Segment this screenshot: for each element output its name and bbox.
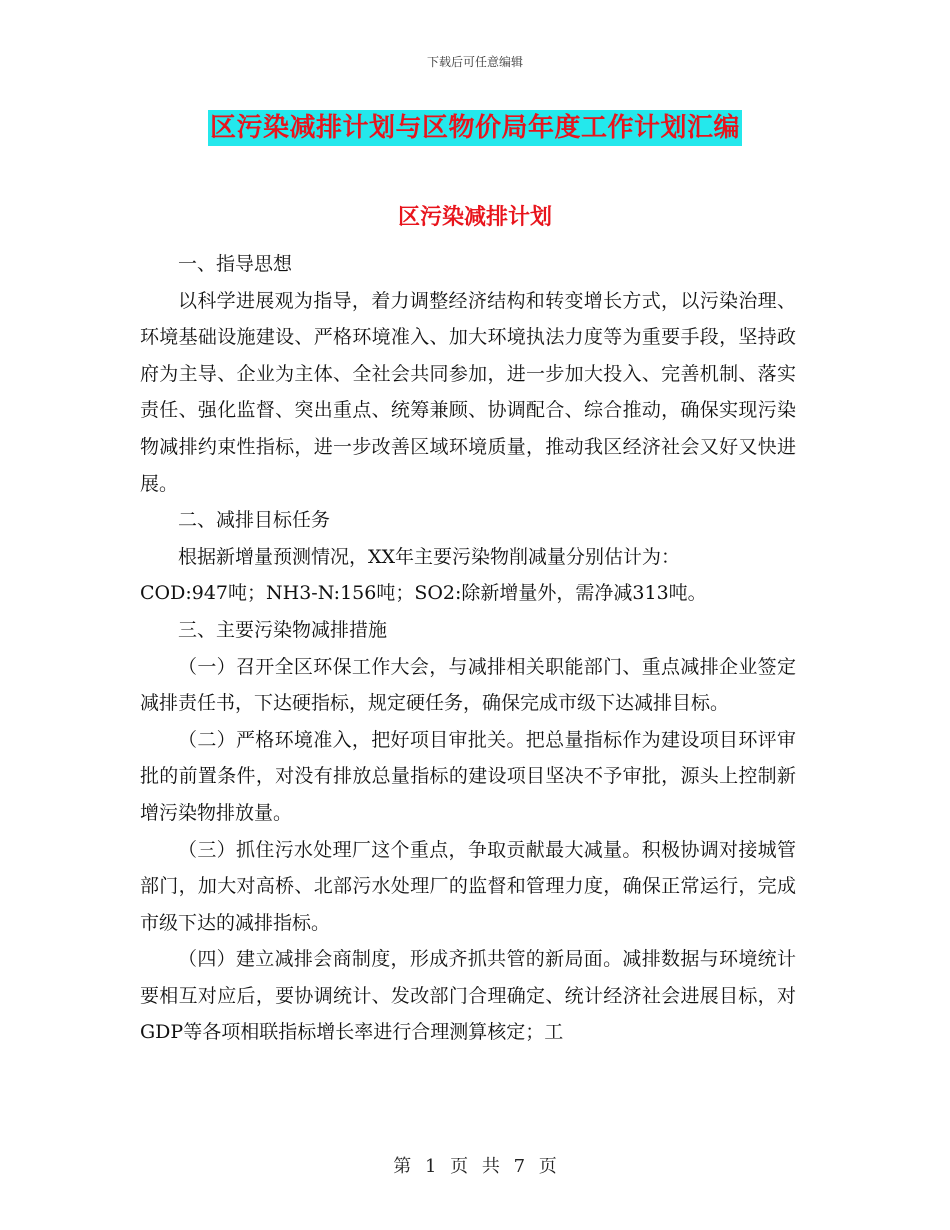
heading-measures: 三、主要污染物减排措施	[178, 618, 388, 641]
page-footer	[0, 1152, 950, 1178]
footer-ye: 页	[450, 1156, 469, 1177]
header-note: 下载后可任意编辑	[426, 55, 523, 69]
document-body	[140, 246, 796, 1051]
paragraph: （一）召开全区环保工作大会，与减排相关职能部门、重点减排企业签定减排责任书，下达硬指标，规定硬任务，确保完成市级下达减排目标。	[140, 655, 796, 715]
footer-di: 第	[393, 1156, 412, 1177]
document-title-wrap	[0, 110, 950, 146]
paragraph: （三）抓住污水处理厂这个重点，争取贡献最大减量。积极协调对接城管部门，加大对高桥、北部污水处理厂的监督和管理力度，确保正常运行，完成市级下达的减排指标。	[140, 838, 796, 934]
document-title: 区污染减排计划与区物价局年度工作计划汇编	[208, 110, 742, 146]
footer-total-pages: 7	[513, 1156, 526, 1177]
heading-targets: 二、减排目标任务	[178, 509, 331, 532]
paragraph: （二）严格环境准入，把好项目审批关。把总量指标作为建设项目环评审批的前置条件，对没有排放总量指标的建设项目坚决不予审批，源头上控制新增污染物排放量。	[140, 728, 796, 824]
paragraph: COD:947吨；NH3-N:156吨；SO2:除新增量外，需净减313吨。	[140, 582, 707, 605]
footer-page-number: 1	[424, 1156, 437, 1177]
footer-ye-2: 页	[538, 1156, 557, 1177]
paragraph: 以科学进展观为指导，着力调整经济结构和转变增长方式，以污染治理、环境基础设施建设、严格环境准入、加大环境执法力度等为重要手段，坚持政府为主导、企业为主体、全社会共同参加，进一步加大投入、完善机制、落实责任、强化监督、突出重点、统筹兼顾、协调配合、综合推动，确保实现污染物减排约束性指标，进一步改善区域环境质量，推动我区经济社会又好又快进展。	[140, 289, 796, 495]
heading-guiding-ideology: 一、指导思想	[178, 253, 293, 275]
footer-gong: 共	[481, 1156, 500, 1177]
paragraph: 根据新增量预测情况，XX年主要污染物削减量分别估计为：	[178, 545, 681, 568]
paragraph: （四）建立减排会商制度，形成齐抓共管的新局面。减排数据与环境统计要相互对应后，要协调统计、发改部门合理确定、统计经济社会进展目标，对GDP等各项相联指标增长率进行合理测算核定；工	[140, 948, 796, 1044]
section-title: 区污染减排计划	[397, 205, 552, 230]
